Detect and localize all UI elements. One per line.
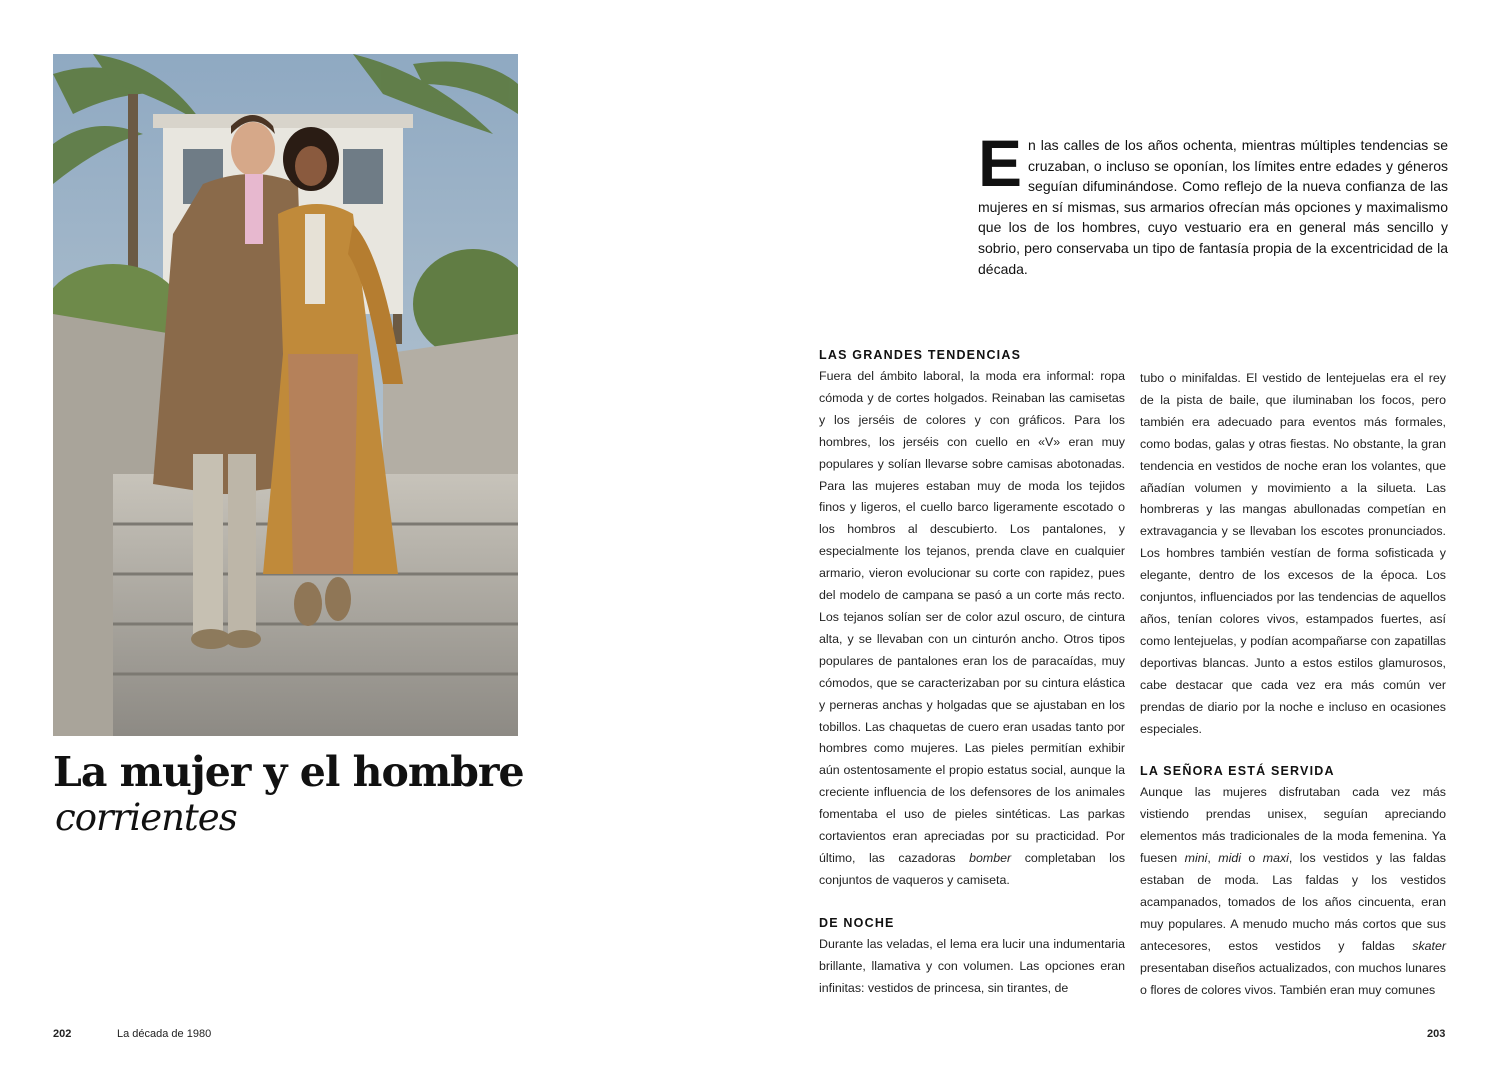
italic-term: bomber — [969, 850, 1012, 865]
italic-term: maxi — [1262, 851, 1289, 866]
body-text: completaban los conjuntos de vaqueros y camiseta. — [819, 850, 1126, 887]
body-text: Fuera del ámbito laboral, la moda era informal: ropa cómoda y de cortes holgados. Reinaban las camisetas y los jerséis de colores y con gráficos. Para los hombres, los jerséis con cuello en «V» eran muy populares y solían llevarse sobre camisas abotonadas. Para las mujeres estaban muy de moda los tejidos finos y ligeros, el cuello barco ligeramente escotado o los hombros al descubierto. Los pantalones, y especialmente los tejanos, prenda clave en cualquier armario, vieron evolucionar su corte con rapidez, pues del modelo de campana se pasó a un corte más recto. Los tejanos solían ser de color azul oscuro, de cintura alta, y se llevaban con un cinturón ancho. Otros tipos populares de pantalones eran los de paracaídas, muy cómodos, que se caracterizaban por su cintura elástica y perneras anchas y holgadas que se ajustaban en los tobillos. Las chaquetas de cuero eran usadas tanto por hombres como mujeres. Las pieles permitían exhibir aún ostentosamente el propio estatus social, aunque la creciente influencia de los defensores de los animales fomentaba el uso de pieles sintéticas. Las parkas cortavientos eran apreciadas por su practicidad. Por último, las cazadoras — [819, 369, 1125, 865]
running-footer: La década de 1980 — [117, 1028, 212, 1040]
couple-on-stairs-photo — [53, 54, 518, 736]
section-heading-tendencias: LAS GRANDES TENDENCIAS — [819, 348, 1022, 362]
page-number-left: 202 — [53, 1028, 72, 1040]
body-paragraph-senora — [1140, 782, 1446, 1001]
body-text: , — [1207, 851, 1211, 866]
body-paragraph-tendencias — [819, 366, 1125, 892]
section-heading-senora: LA SEÑORA ESTÁ SERVIDA — [1140, 764, 1335, 779]
body-paragraph-noche: Durante las veladas, el lema era lucir una indumentaria brillante, llamativa y con volumen. Las opciones eran infinitas: vestidos de princesa, sin tirantes, de — [819, 936, 1125, 995]
intro-paragraph — [978, 126, 1448, 279]
fashion-photo — [53, 54, 518, 736]
body-text: , los vestidos y las faldas estaban de moda. Las faldas y los vestidos acampanados, tomados de los años cincuenta, eran muy populares. A menudo mucho más cortos que sus antecesores, estos vestidos y faldas — [1140, 851, 1446, 953]
page-subtitle: corrientes — [55, 796, 237, 839]
body-text: presentaban diseños actualizados, con muchos lunares o flores de colores vivos. También eran muy comunes — [1140, 960, 1446, 997]
page-number-right: 203 — [1427, 1028, 1446, 1040]
italic-term: mini — [1184, 851, 1208, 866]
intro-text: n las calles de los años ochenta, mientras múltiples tendencias se cruzaban, o incluso se oponían, los límites entre edades y géneros seguían difuminándose. Como reflejo de la nueva confianza de las mujeres en sí mismas, sus armarios ofrecían más opciones y maximalismo que los de los hombres, cuyo vestuario era en general más sencillo y sobrio, pero conservaba un tipo de fantasía propia de la excentricidad de la década. — [978, 137, 1448, 277]
page-title: La mujer y el hombre — [53, 748, 524, 796]
text-column-2 — [1140, 368, 1446, 1001]
italic-term: skater — [1412, 938, 1446, 953]
text-column-1 — [819, 344, 1125, 999]
right-page — [750, 0, 1500, 1083]
drop-cap: E — [978, 126, 1023, 200]
body-text: Aunque las mujeres disfrutaban cada vez más vistiendo prendas unisex, seguían apreciando elementos más tradicionales de la moda femenina. Ya fuesen — [1140, 785, 1446, 866]
section-heading-noche: DE NOCHE — [819, 915, 895, 930]
body-text: o — [1248, 851, 1256, 866]
italic-term: midi — [1218, 851, 1241, 866]
body-paragraph-noche-cont: tubo o minifaldas. El vestido de lentejuelas era el rey de la pista de baile, que iluminaban los focos, pero también era adecuado para eventos más formales, como bodas, galas y otras fiestas. No obstante, la gran tendencia en vestidos de noche eran los volantes, que añadían volumen y movimiento a la silueta. Las hombreras y las mangas abullonadas competían en extravagancia y se llevaban los escotes pronunciados. Los hombres también vestían de forma sofisticada y elegante, dentro de los excesos de la época. Los conjuntos, influenciados por las tendencias de aquellos años, tenían colores vivos, estampados fuertes, así como lentejuelas, y podían acompañarse con zapatillas deportivas blancas. Junto a estos estilos glamurosos, cabe destacar que cada vez era más común ver prendas de diario por la noche e incluso en ocasiones especiales. — [1140, 371, 1446, 736]
